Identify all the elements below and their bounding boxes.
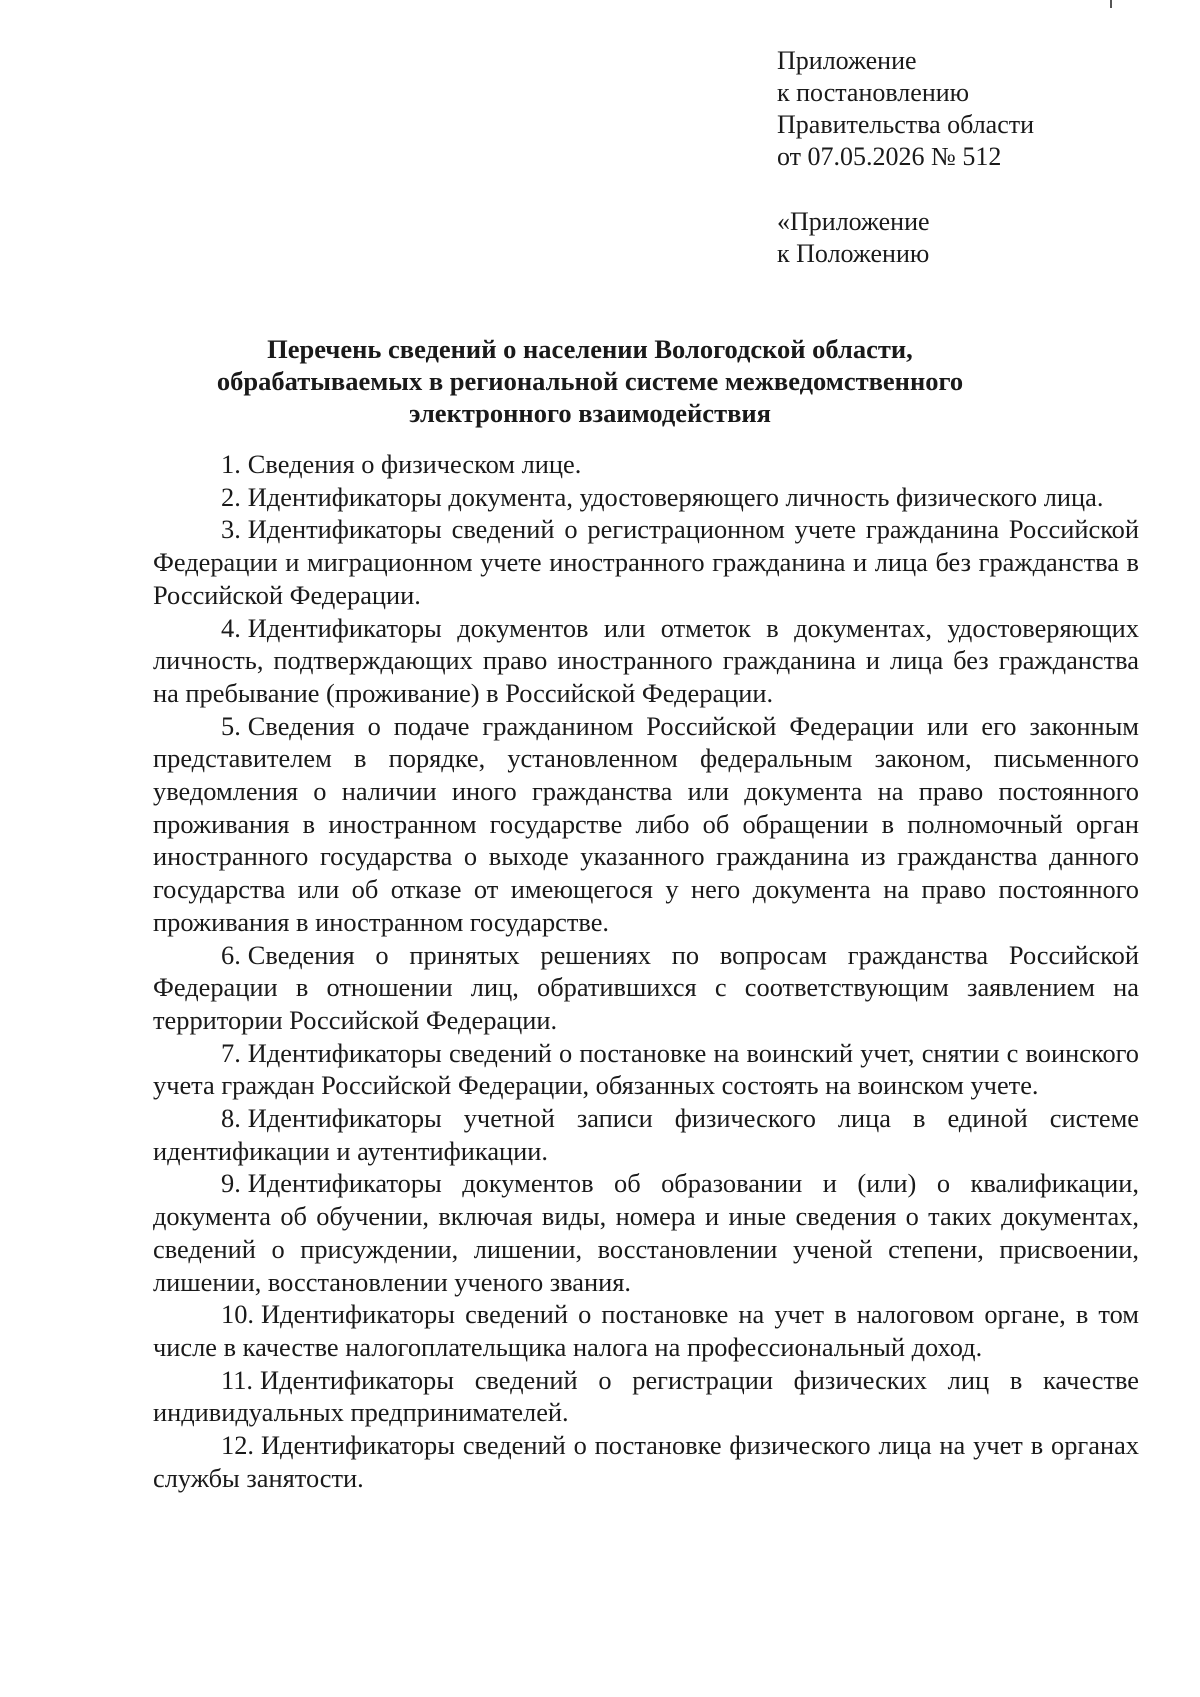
- appendix-line: к постановлению: [777, 78, 970, 107]
- item-number: 11.: [221, 1364, 254, 1395]
- appendix-line: Приложение: [777, 46, 917, 75]
- list-item: [153, 1364, 1139, 1429]
- title-line: электронного взаимодействия: [408, 398, 772, 428]
- item-text: Идентификаторы документа, удостоверяющего личность физического лица.: [247, 481, 1104, 512]
- list-item: [153, 1102, 1139, 1167]
- list-item: [153, 710, 1139, 939]
- items-list: [153, 448, 1139, 1495]
- list-item: [153, 481, 1139, 514]
- list-item: [153, 939, 1139, 1037]
- list-item: [153, 1167, 1139, 1298]
- item-text: Идентификаторы сведений о постановке физического лица на учет в органах службы занятости.: [153, 1430, 1139, 1493]
- list-item: [153, 448, 1139, 481]
- item-text: Идентификаторы учетной записи физического лица в единой системе идентификации и аутентификации.: [153, 1103, 1139, 1166]
- item-text: Идентификаторы документов об образовании и (или) о квалификации, документа об обучении, включая виды, номера и иные сведения о таких документах, сведений о присуждении, лишении, восстановлении ученой степени, присвоении, лишении, восстановлении ученого звания.: [153, 1168, 1139, 1297]
- item-number: 7.: [221, 1037, 241, 1068]
- position-header: [777, 206, 1157, 270]
- item-text: Идентификаторы документов или отметок в документах, удостоверяющих личность, подтверждающих право иностранного гражданина и лица без гражданства на пребывание (проживание) в Российской Федерации.: [153, 612, 1139, 708]
- item-number: 8.: [221, 1103, 241, 1134]
- item-text: Сведения о физическом лице.: [247, 449, 582, 479]
- appendix-line: Правительства области: [777, 110, 1035, 139]
- item-text: Сведения о подаче гражданином Российской Федерации или его законным представителем в порядке, установленном федеральным законом, письменного уведомления о наличии иного гражданства или документа на право постоянного проживания в иностранном государстве либо об обращении в полномочный орган иностранного государства о выходе указанного гражданина из гражданства данного государства или об отказе от имеющегося у него документа на право постоянного проживания в иностранном государстве.: [153, 710, 1139, 937]
- item-text: Идентификаторы сведений о регистрации физических лиц в качестве индивидуальных предпринимателей.: [153, 1364, 1139, 1428]
- item-number: 6.: [221, 939, 241, 970]
- item-number: 5.: [221, 710, 241, 741]
- item-number: 10.: [221, 1299, 254, 1330]
- scan-mark: [1110, 0, 1112, 8]
- list-item: [153, 1429, 1139, 1494]
- item-text: Сведения о принятых решениях по вопросам гражданства Российской Федерации в отношении лиц, обратившихся с соответствующим заявлением на территории Российской Федерации.: [153, 939, 1139, 1035]
- position-line: к Положению: [777, 239, 930, 268]
- appendix-header: [777, 45, 1157, 173]
- document-title: [130, 333, 1050, 429]
- position-line: «Приложение: [777, 207, 930, 236]
- item-number: 2.: [221, 481, 241, 512]
- appendix-date-number: от 07.05.2026 № 512: [777, 142, 1002, 171]
- title-line: обрабатываемых в региональной системе межведомственного: [216, 366, 964, 396]
- item-number: 12.: [221, 1430, 254, 1461]
- item-number: 3.: [221, 514, 241, 545]
- list-item: [153, 1037, 1139, 1102]
- list-item: [153, 612, 1139, 710]
- title-line: Перечень сведений о населении Вологодской области,: [267, 334, 913, 364]
- item-number: 1.: [221, 449, 241, 479]
- list-item: [153, 513, 1139, 611]
- item-text: Идентификаторы сведений о регистрационном учете гражданина Российской Федерации и миграционном учете иностранного гражданина и лица без гражданства в Российской Федерации.: [153, 514, 1139, 610]
- item-text: Идентификаторы сведений о постановке на учет в налоговом органе, в том числе в качестве налогоплательщика налога на профессиональный доход.: [153, 1299, 1139, 1362]
- list-item: [153, 1298, 1139, 1363]
- item-text: Идентификаторы сведений о постановке на воинский учет, снятии с воинского учета граждан Российской Федерации, обязанных состоять на воинском учете.: [153, 1037, 1139, 1101]
- item-number: 4.: [221, 612, 241, 643]
- item-number: 9.: [221, 1168, 241, 1199]
